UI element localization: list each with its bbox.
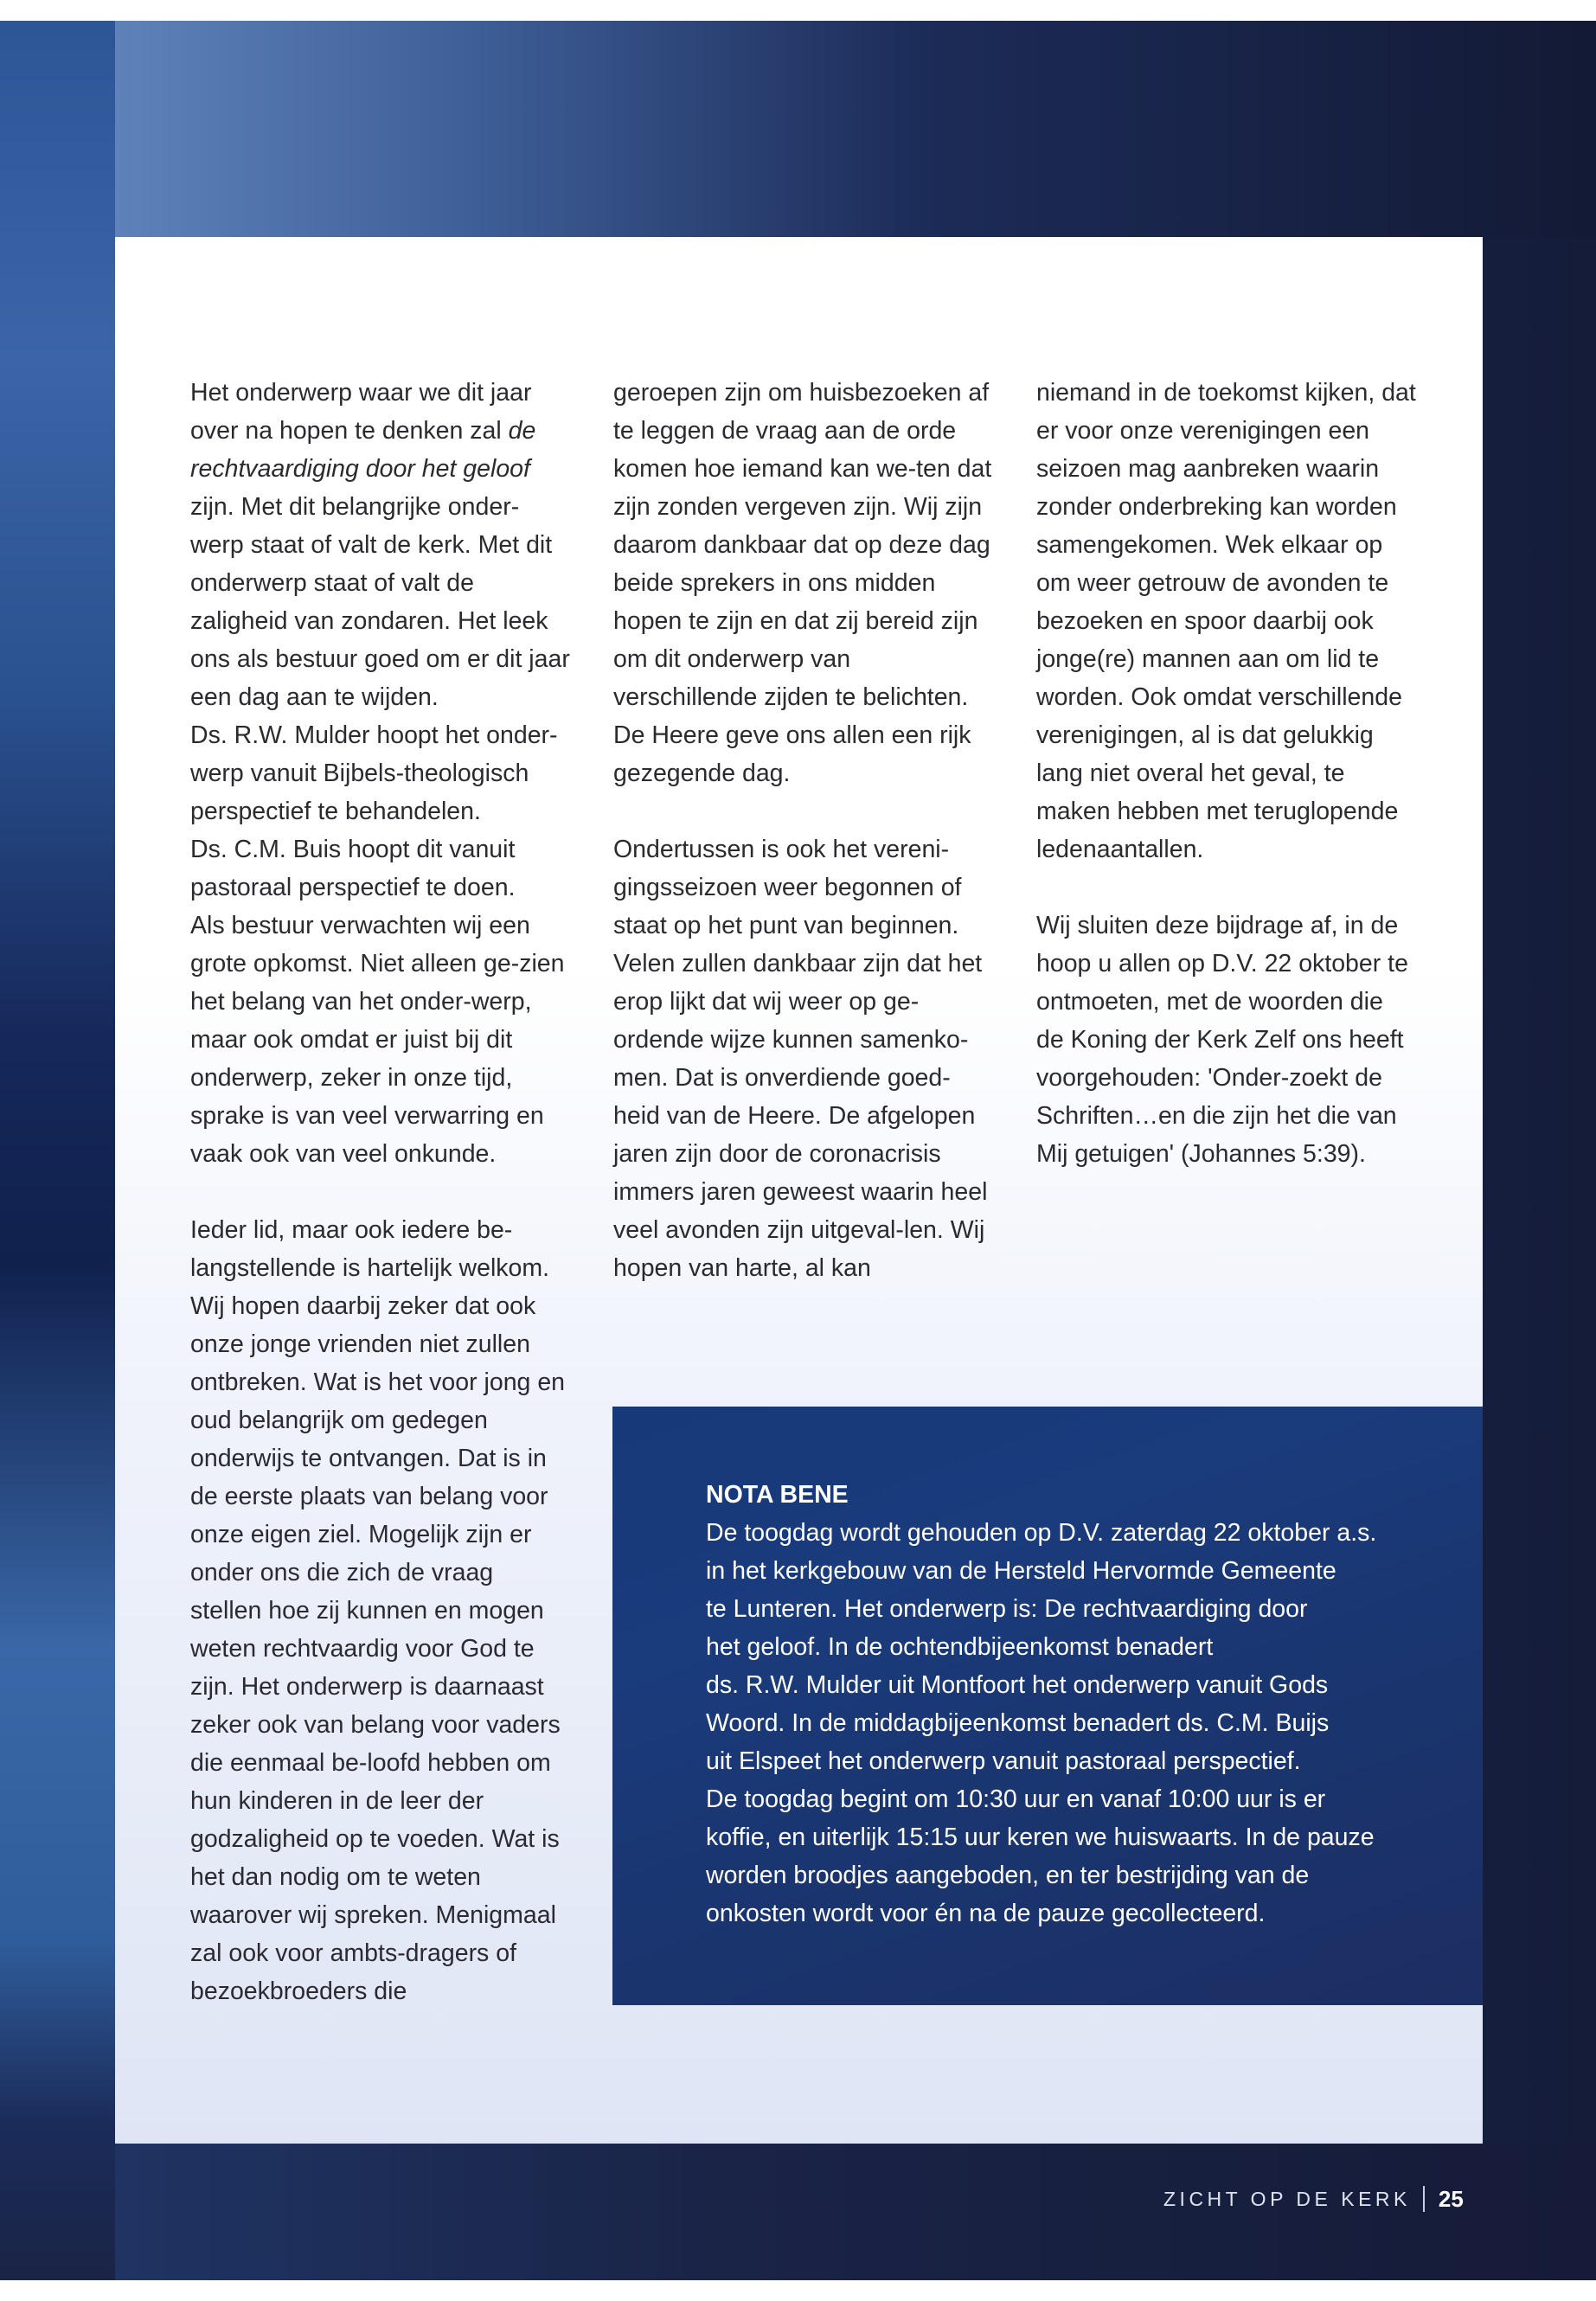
column-2-paragraph-1: geroepen zijn om huisbezoeken af te leggen de vraag aan de orde komen hoe iemand kan we-ten dat zijn zonden vergeven zijn. Wij zijn daarom dankbaar dat op deze dag beide sprekers in ons midden hopen te zijn en dat zij bereid zijn om dit onderwerp van verschillende zijden te belichten. De Heere geve ons allen een rijk gezegende dag.: [613, 379, 992, 787]
column-1-paragraph-1: Het onderwerp waar we dit jaar over na hopen te denken zal de rechtvaardiging door het geloof zijn. Met dit belangrijke onder-werp staat of valt de kerk. Met dit onderwerp staat of valt de zaligheid van zondaren. Het leek ons als bestuur goed om er dit jaar een dag aan te wijden. Ds. R.W. Mulder hoopt het onder-werp vanuit Bijbels-theologisch perspectief te behandelen. Ds. C.M. Buis hoopt dit vanuit pastoraal perspectief te doen. Als bestuur verwachten wij een grote opkomst. Niet alleen ge-zien het belang van het onder-werp, maar ook omdat er juist bij dit onderwerp, zeker in onze tijd, sprake is van veel verwarring en vaak ook van veel onkunde.: [190, 379, 570, 1168]
topic-emphasis: de rechtvaardiging door het geloof: [190, 417, 536, 483]
nota-bene-body: De toogdag wordt gehouden op D.V. zaterdag 22 oktober a.s. in het kerkgebouw van de Hersteld Hervormde Gemeente te Lunteren. Het onderwerp is: De rechtvaardiging door het geloof. In de ochtendbijeenkomst benadert ds. R.W. Mulder uit Montfoort het onderwerp vanuit Gods Woord. In de middagbijeenkomst benadert ds. C.M. Buijs uit Elspeet het onderwerp vanuit pastoraal perspectief. De toogdag begint om 10:30 uur en vanaf 10:00 uur is er koffie, en uiterlijk 15:15 uur keren we huiswaarts. In de pauze worden broodjes aangeboden, en ter bestrijding van de onkosten wordt voor én na de pauze gecollecteerd.: [706, 1519, 1377, 1927]
nota-bene-content: [706, 1476, 1467, 1932]
column-2-paragraph-2: Ondertussen is ook het vereni-gingsseizoen weer begonnen of staat op het punt van beginnen. Velen zullen dankbaar zijn dat het erop lijkt dat wij weer op ge-ordende wijze kunnen samenko-men. Dat is onverdiende goed-heid van de Heere. De afgelopen jaren zijn door de coronacrisis immers jaren geweest waarin heel veel avonden zijn uitgeval-len. Wij hopen van harte, al kan: [613, 836, 988, 1282]
article-column-3: [1036, 374, 1417, 1173]
page-number: 25: [1438, 2185, 1464, 2212]
background-left-band: [0, 21, 115, 2280]
article-column-1: [190, 374, 571, 2010]
nota-bene-box: [612, 1407, 1483, 2005]
column-1-paragraph-2: Ieder lid, maar ook iedere be-langstellende is hartelijk welkom. Wij hopen daarbij zeker dat ook onze jonge vrienden niet zullen ontbreken. Wat is het voor jong en oud belangrijk om gedegen onderwijs te ontvangen. Dat is in de eerste plaats van belang voor onze eigen ziel. Mogelijk zijn er onder ons die zich de vraag stellen hoe zij kunnen en mogen weten rechtvaardig voor God te zijn. Het onderwerp is daarnaast zeker ook van belang voor vaders die eenmaal be-loofd hebben om hun kinderen in de leer der godzaligheid op te voeden. Wat is het dan nodig om te weten waarover wij spreken. Menigmaal zal ook voor ambts-dragers of bezoekbroeders die: [190, 1216, 566, 2005]
background-top-band: [115, 21, 1596, 237]
page-footer: [1163, 2183, 1464, 2214]
magazine-name: ZICHT OP DE KERK: [1163, 2187, 1411, 2210]
footer-divider: [1423, 2186, 1425, 2212]
nota-bene-title: NOTA BENE: [706, 1481, 849, 1509]
column-3-paragraph-1: niemand in de toekomst kijken, dat er voor onze verenigingen een seizoen mag aanbreken waarin zonder onderbreking kan worden samengekomen. Wek elkaar op om weer getrouw de avonden te bezoeken en spoor daarbij ook jonge(re) mannen aan om lid te worden. Ook omdat verschillende verenigingen, al is dat gelukkig lang niet overal het geval, te maken hebben met teruglopende ledenaantallen.: [1036, 379, 1416, 863]
article-column-2: [613, 374, 994, 1287]
column-3-paragraph-2: Wij sluiten deze bijdrage af, in de hoop u allen op D.V. 22 oktober te ontmoeten, met de woorden die de Koning der Kerk Zelf ons heeft voorgehouden: 'Onder-zoekt de Schriften…en die zijn het die van Mij getuigen' (Johannes 5:39).: [1036, 912, 1408, 1168]
